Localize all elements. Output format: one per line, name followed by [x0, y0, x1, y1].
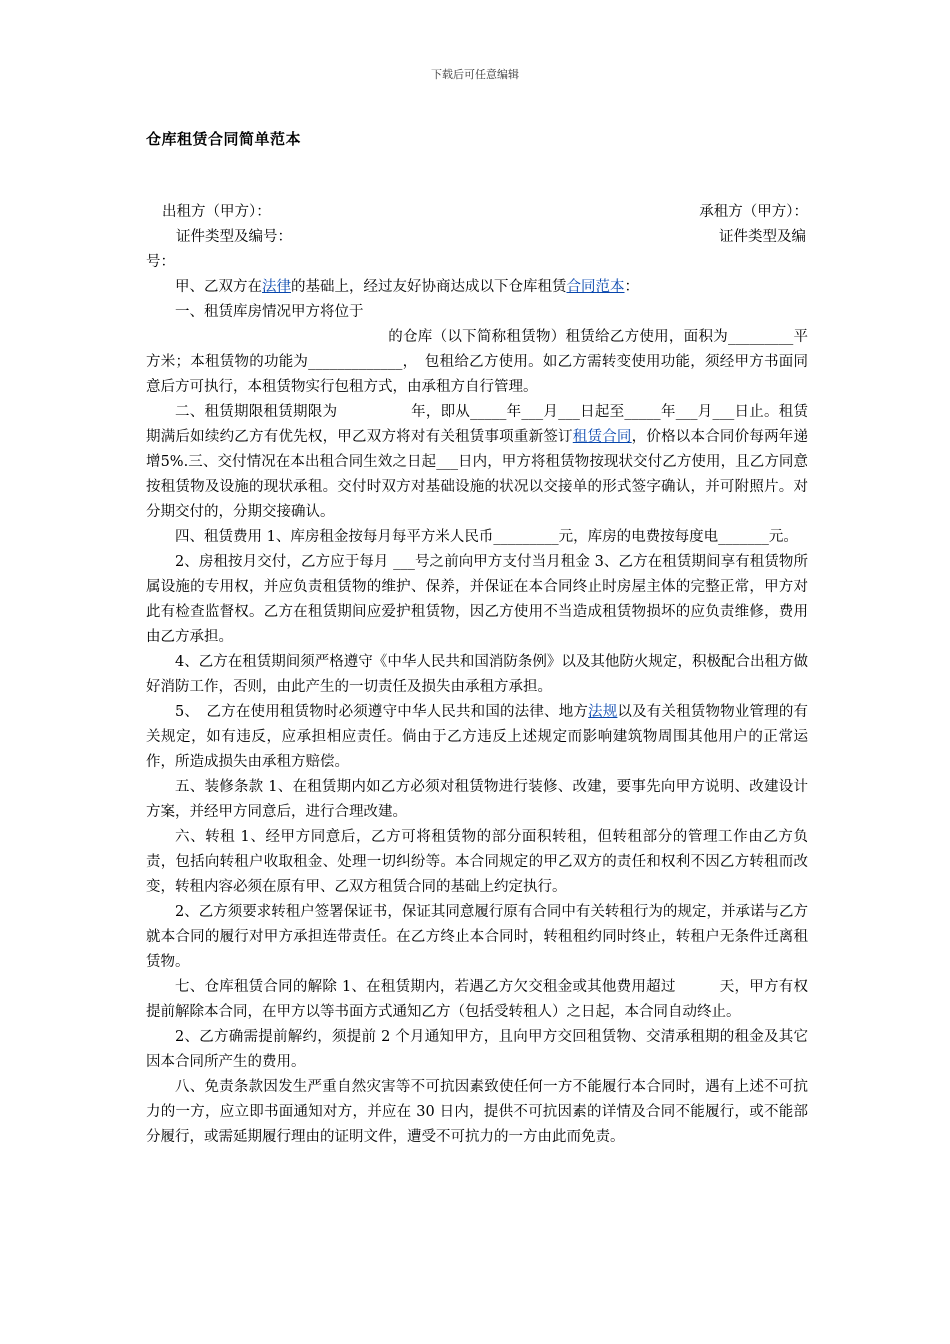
id-label-right: 证件类型及编 — [719, 229, 806, 245]
clause-4-5 — [146, 700, 808, 775]
clause-4-5-text-a: 5、 乙方在使用租赁物时必须遵守中华人民共和国的法律、地方 — [175, 704, 589, 720]
id-row — [146, 225, 808, 250]
clause-4-4: 4、乙方在租赁期间须严格遵守《中华人民共和国消防条例》以及其他防火规定，积极配合出租方做好消防工作，否则，由此产生的一切责任及损失由承租方承担。 — [146, 654, 808, 695]
clause-4: 四、租赁费用 1、库房租金按每月每平方米人民币_________元，库房的电费按每度电_______元。 — [175, 529, 798, 545]
intro-text-c: ： — [624, 279, 639, 295]
document-title: 仓库租赁合同简单范本 — [146, 130, 302, 148]
parties-row — [146, 200, 808, 225]
clause-5: 五、装修条款 1、在租赁期内如乙方必须对租赁物进行装修、改建，要事先向甲方说明、改建设计方案，并经甲方同意后，进行合理改建。 — [146, 779, 808, 820]
document-body — [146, 200, 808, 1150]
intro-paragraph — [146, 275, 808, 300]
clause-2-3 — [146, 400, 808, 525]
regulations-link[interactable]: 法规 — [588, 704, 618, 720]
clause-1-text: 的仓库（以下简称租赁物）租赁给乙方使用，面积为_________平方米；本租赁物的功能为_____________， 包租给乙方使用。如乙方需转变使用功能，须经甲方书面同意后方可执行，本租赁物实行包租方式，由承租方自行管理。 — [146, 329, 808, 395]
lessee-label: 承租方（甲方）： — [699, 204, 808, 220]
clause-2-text-b: ，价格以本合同价每两年递增5%.三、交付情况在本出租合同生效之日起___日内，甲方将租赁物按现状交付乙方使用，且乙方同意按租赁物及设施的现状承租。交付时双方对基础设施的状况以交接单的形式签字确认，并可附照片。对分期交付的，分期交接确认。 — [146, 429, 809, 520]
clause-6: 六、转租 1、经甲方同意后，乙方可将租赁物的部分面积转租，但转租部分的管理工作由乙方负责，包括向转租户收取租金、处理一切纠纷等。本合同规定的甲乙双方的责任和权利不因乙方转租而改变，转租内容必须在原有甲、乙双方租赁合同的基础上约定执行。 — [146, 829, 808, 895]
intro-text-b: 的基础上，经过友好协商达成以下仓库租赁 — [291, 279, 567, 295]
contract-template-link[interactable]: 合同范本 — [566, 279, 625, 295]
clause-6-2: 2、乙方须要求转租户签署保证书，保证其同意履行原有合同中有关转租行为的规定，并承诺与乙方就本合同的履行对甲方承担连带责任。在乙方终止本合同时，转租租约同时终止，转租户无条件迁离租赁物。 — [146, 904, 808, 970]
id-label-left: 证件类型及编号： — [176, 229, 292, 245]
intro-text-a: 甲、乙双方在 — [175, 279, 262, 295]
clause-4-2: 2、房租按月交付，乙方应于每月 ___号之前向甲方支付当月租金 3、乙方在租赁期间享有租赁物所属设施的专用权，并应负责租赁物的维护、保养，并保证在本合同终止时房屋主体的完整正常，甲方对此有检查监督权。乙方在租赁期间应爱护租赁物，因乙方使用不当造成租赁物损坏的应负责维修，费用由乙方承担。 — [146, 554, 808, 645]
clause-7-2: 2、乙方确需提前解约，须提前 2 个月通知甲方，且向甲方交回租赁物、交清承租期的租金及其它因本合同所产生的费用。 — [146, 1029, 808, 1070]
clause-2-text-a: 二、租赁期限租赁期限为 年，即从_____年___月___日起至_____年___月___日止。租赁期满后如续约乙方有优先权，甲乙双方将对有关租赁事项重新签订 — [146, 404, 808, 445]
clause-8: 八、免责条款因发生严重自然灾害等不可抗因素致使任何一方不能履行本合同时，遇有上述不可抗力的一方，应立即书面通知对方，并应在 30 日内，提供不可抗因素的详情及合同不能履行，或不能部分履行，或需延期履行理由的证明文件，遭受不可抗力的一方由此而免责。 — [146, 1079, 808, 1145]
clause-1-body — [146, 325, 808, 400]
lessor-label: 出租方（甲方）： — [162, 204, 271, 220]
clause-1-heading: 一、租赁库房情况甲方将位于 — [175, 304, 364, 320]
page-header: 下载后可任意编辑 — [431, 68, 519, 81]
id-label-right-cont: 号： — [146, 254, 175, 270]
clause-4-5-text-b: 以及有关租赁物物业管理的有关规定，如有违反，应承担相应责任。倘由于乙方违反上述规定而影响建筑物周围其他用户的正常运作，所造成损失由承租方赔偿。 — [146, 704, 809, 770]
lease-contract-link[interactable]: 租赁合同 — [572, 429, 632, 445]
clause-7: 七、仓库租赁合同的解除 1、在租赁期内，若遇乙方欠交租金或其他费用超过 天，甲方有权提前解除本合同，在甲方以等书面方式通知乙方（包括受转租人）之日起，本合同自动终止。 — [146, 979, 808, 1020]
law-link[interactable]: 法律 — [262, 279, 291, 295]
